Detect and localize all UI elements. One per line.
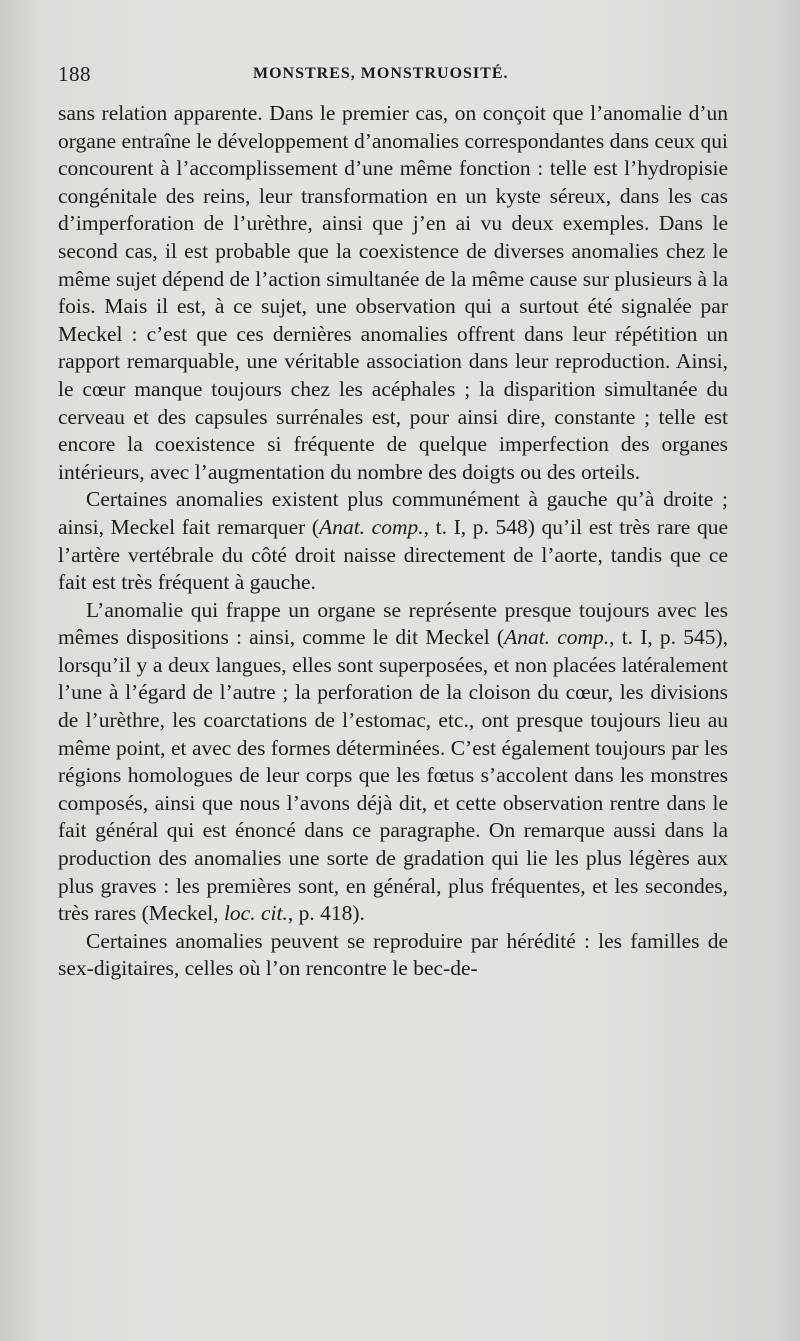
running-head: MONSTRES, MONSTRUOSITÉ. [253, 65, 509, 82]
citation-italic: Anat. comp. [319, 514, 424, 539]
paragraph [58, 486, 728, 596]
text-segment: , t. I, p. 545), lorsqu’il y a deux langues, elles sont superposées, et non placées latéralement l’une à l’égard de l’autre ; la perforation de la cloison du cœur, les divisions de l’urèthre, les coarctations de l’estomac, etc., ont presque toujours lieu au même point, et avec des formes déterminées. C’est également toujours par les régions homologues de leur corps que les fœtus s’accolent dans les monstres composés, ainsi que nous l’avons déjà dit, et cette observation rentre dans le fait général qui est énoncé dans ce paragraphe. On remarque aussi dans la production des anomalies une sorte de gradation qui lie les plus légères aux plus graves : les premières sont, en général, plus fréquentes, et les secondes, très rares (Meckel, [58, 625, 728, 926]
text-segment: sans relation apparente. Dans le premier cas, on conçoit que l’anomalie d’un organe entraîne le développement d’anomalies correspondantes dans ceux qui concourent à l’accomplissement d’une même fonction : telle est l’hydropisie congénitale des reins, leur transformation en un kyste séreux, dans les cas d’imperforation de l’urèthre, ainsi que j’en ai vu deux exemples. Dans le second cas, il est probable que la coexistence de diverses anomalies chez le même sujet dépend de l’action simultanée de la même cause sur plusieurs à la fois. Mais il est, à ce sujet, une observation qui a surtout été signalée par Meckel : c’est que ces dernières anomalies offrent dans leur répétition un rapport remarquable, une véritable association dans leur reproduction. Ainsi, le cœur manque toujours chez les acéphales ; la disparition simultanée du cerveau et des capsules surrénales est, pour ainsi dire, constante ; telle est encore la coexistence si fréquente de quelque imperfection des organes intérieurs, avec l’augmentation du nombre des doigts ou des orteils. [58, 101, 728, 484]
citation-italic: loc. cit. [223, 901, 288, 926]
body-text [58, 100, 728, 983]
page-number: 188 [58, 62, 91, 86]
paragraph [58, 100, 728, 486]
text-segment: , p. 418). [287, 901, 365, 926]
text-segment: L’anomalie qui frappe un organe se représente presque toujours avec les mêmes dispositions : ainsi, comme le dit Meckel ( [58, 597, 728, 650]
text-segment: Certaines anomalies peuvent se reproduire par hérédité : les familles de sex-digitaires, celles où l’on rencontre le bec-de- [58, 928, 728, 981]
paragraph [58, 597, 728, 928]
paragraph [58, 928, 728, 983]
text-segment: , t. I, p. 548) qu’il est très rare que l’artère vertébrale du côté droit naisse directement de l’aorte, tandis que ce fait est très fréquent à gauche. [58, 514, 728, 595]
page-header [58, 62, 728, 92]
citation-italic: Anat. comp. [504, 625, 610, 650]
text-segment: Certaines anomalies existent plus communément à gauche qu’à droite ; ainsi, Meckel fait remarquer ( [58, 487, 728, 539]
